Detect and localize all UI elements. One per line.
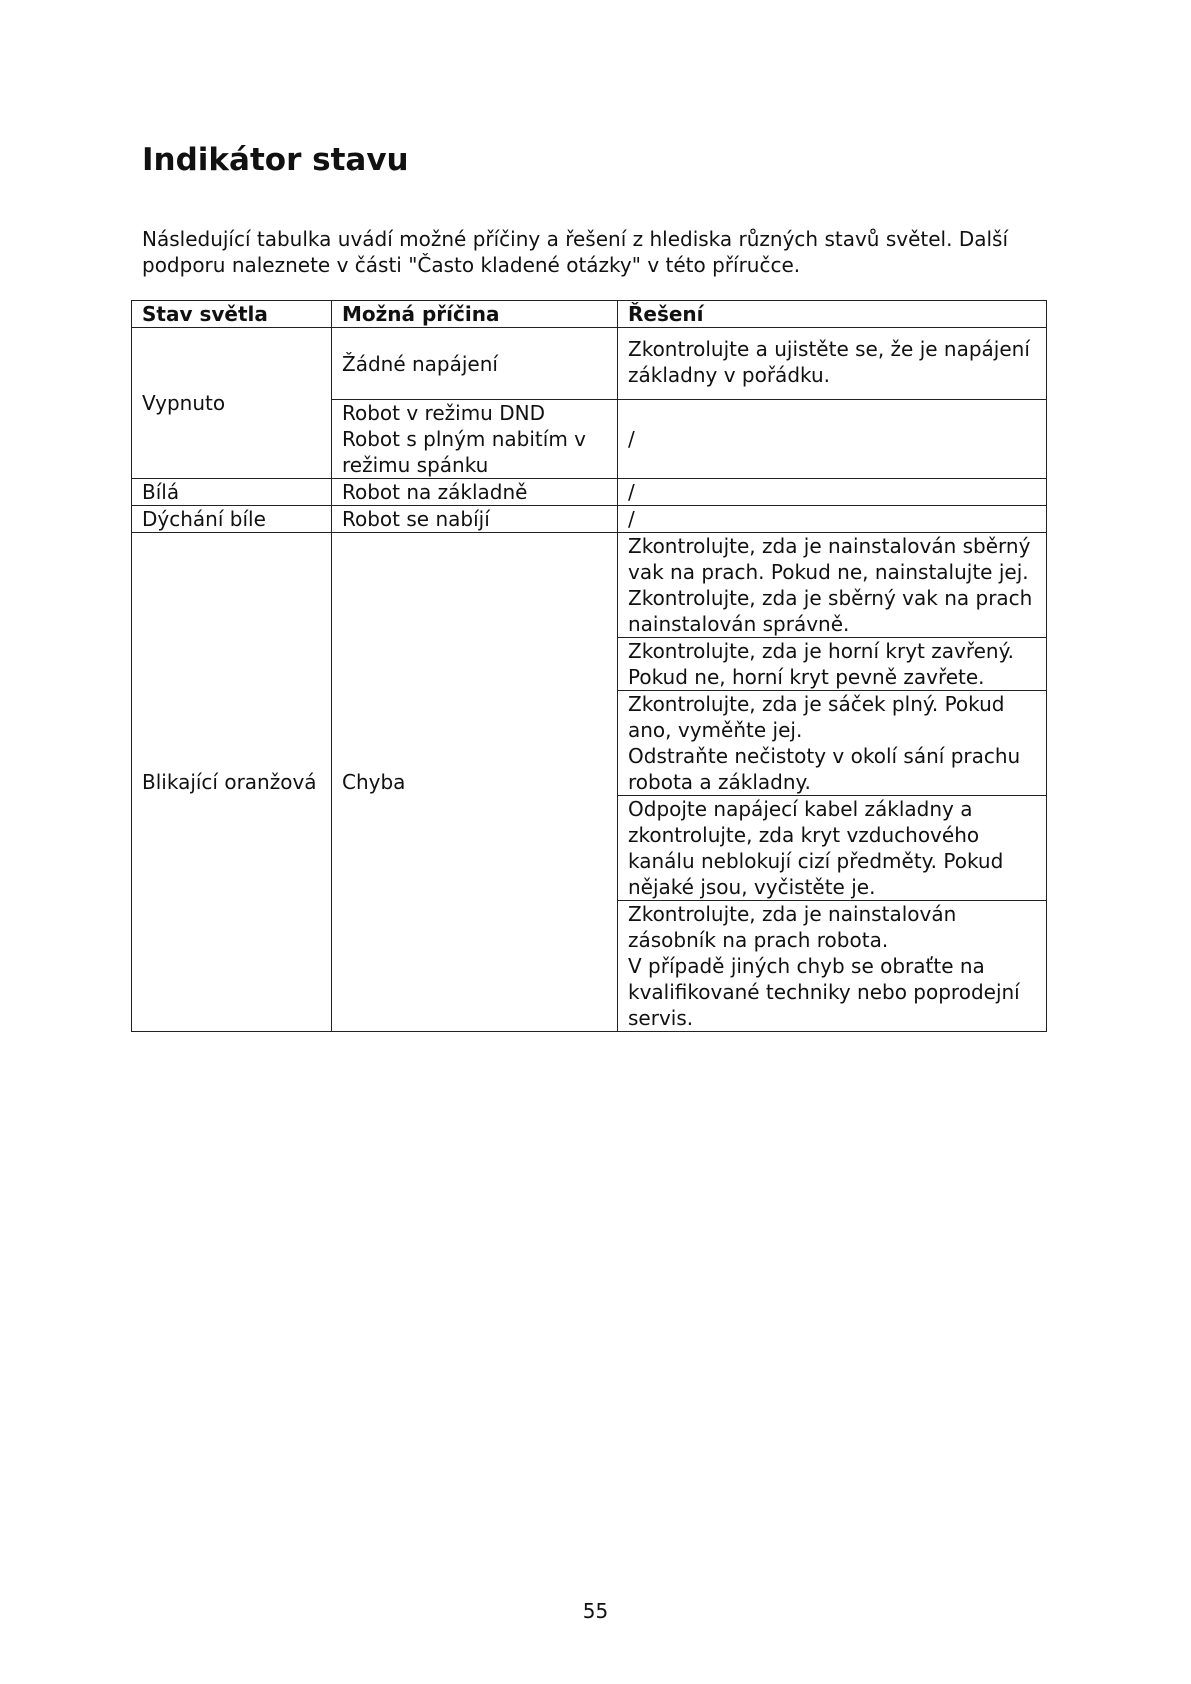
- solution-line: Zkontrolujte, zda je sáček plný. Pokud: [628, 692, 1005, 716]
- page-number: 55: [582, 1599, 609, 1623]
- cause-dnd-sleep: [332, 400, 618, 479]
- table-header-row: [132, 301, 1047, 328]
- table-row: [132, 328, 1047, 400]
- solution-line: servis.: [628, 1006, 694, 1030]
- solution-line: zásobník na prach robota.: [628, 928, 889, 952]
- solution-charging: /: [618, 506, 1047, 533]
- table-row: [132, 533, 1047, 638]
- solution-line: Zkontrolujte, zda je nainstalován sběrný: [628, 534, 1031, 558]
- solution-line: nainstalován správně.: [628, 612, 850, 636]
- solution-on-base: /: [618, 479, 1047, 506]
- cause-error: Chyba: [332, 533, 618, 1032]
- solution-line: Odstraňte nečistoty v okolí sání prachu: [628, 744, 1021, 768]
- solution-line: Zkontrolujte, zda je horní kryt zavřený.: [628, 639, 1014, 663]
- solution-dustbin-service: [618, 901, 1047, 1032]
- solution-line: Zkontrolujte, zda je sběrný vak na prach: [628, 586, 1033, 610]
- solution-no-power: [618, 328, 1047, 400]
- solution-line: Pokud ne, horní kryt pevně zavřete.: [628, 665, 985, 689]
- cause-line: Robot v režimu DND: [342, 401, 545, 425]
- solution-dust-bag: [618, 533, 1047, 638]
- solution-top-cover: [618, 638, 1047, 691]
- light-state-breathing-white: Dýchání bíle: [132, 506, 332, 533]
- header-light-state: Stav světla: [132, 301, 332, 328]
- cause-charging: Robot se nabíjí: [332, 506, 618, 533]
- table-row: [132, 506, 1047, 533]
- solution-line: ano, vyměňte jej.: [628, 718, 803, 742]
- solution-line: V případě jiných chyb se obraťte na: [628, 954, 985, 978]
- intro-line: Následující tabulka uvádí možné příčiny a řešení z hlediska různých stavů světel. Další: [142, 227, 1009, 251]
- intro-paragraph: [142, 226, 1042, 278]
- header-solution: Řešení: [618, 301, 1047, 328]
- table-row: [132, 479, 1047, 506]
- solution-line: Zkontrolujte, zda je nainstalován: [628, 902, 957, 926]
- cause-line: Robot s plným nabitím v: [342, 427, 587, 451]
- solution-bag-full: [618, 691, 1047, 796]
- cause-no-power: Žádné napájení: [332, 328, 618, 400]
- solution-line: kvalifikované techniky nebo poprodejní: [628, 980, 1020, 1004]
- light-state-off: Vypnuto: [132, 328, 332, 479]
- solution-line: robota a základny.: [628, 770, 811, 794]
- solution-line: zkontrolujte, zda kryt vzduchového: [628, 823, 980, 847]
- intro-line: podporu naleznete v části "Často kladené otázky" v této příručce.: [142, 253, 801, 277]
- solution-line: Odpojte napájecí kabel základny a: [628, 797, 973, 821]
- cause-line: režimu spánku: [342, 453, 489, 477]
- solution-line: kanálu neblokují cizí předměty. Pokud: [628, 849, 1004, 873]
- solution-air-duct: [618, 796, 1047, 901]
- solution-line: Zkontrolujte a ujistěte se, že je napájení: [628, 337, 1030, 361]
- cause-on-base: Robot na základně: [332, 479, 618, 506]
- solution-line: nějaké jsou, vyčistěte je.: [628, 875, 876, 899]
- solution-line: vak na prach. Pokud ne, nainstalujte jej.: [628, 560, 1029, 584]
- status-table: [131, 300, 1047, 1032]
- solution-dnd-sleep: /: [618, 400, 1047, 479]
- solution-line: základny v pořádku.: [628, 363, 831, 387]
- light-state-white: Bílá: [132, 479, 332, 506]
- light-state-blinking-orange: Blikající oranžová: [132, 533, 332, 1032]
- header-possible-cause: Možná příčina: [332, 301, 618, 328]
- page-title: Indikátor stavu: [142, 142, 409, 178]
